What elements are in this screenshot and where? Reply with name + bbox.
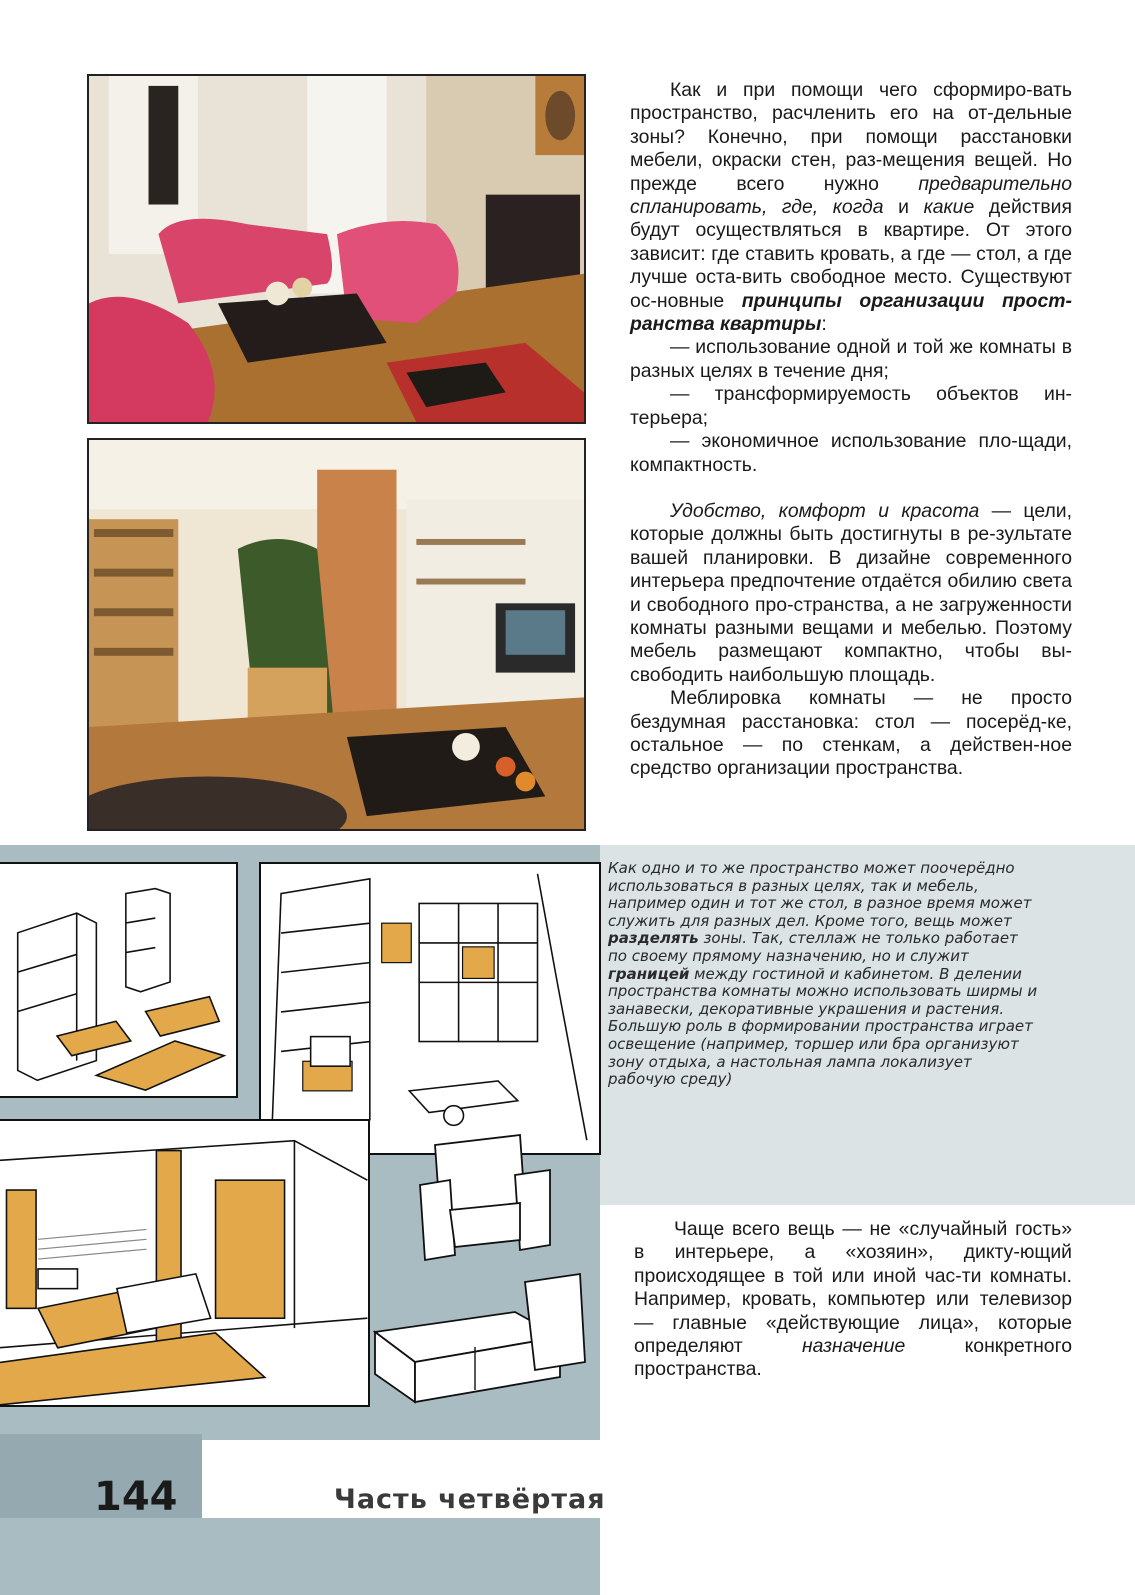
bottom-text-column bbox=[634, 1218, 1072, 1382]
paragraph-goals bbox=[630, 500, 1072, 687]
principles-heading: принципы организации прост-ранства квартиры bbox=[630, 289, 1072, 336]
caption-text-d: между гостиной и кабинетом. В делении пространства комнаты можно использовать ширмы и занавески, декоративные украшения и растения. Большую роль в формировании пространства играет освещение (например, торшер или бра организуют зону отдыха, а настольная лампа локализует рабочую среду) bbox=[608, 964, 1038, 1089]
caption-text-c: зоны. Так, стеллаж не только работает по своему прямому назначению, но и служит bbox=[608, 929, 1018, 965]
intro-emphasis: предварительно спланировать, где, когда bbox=[630, 172, 1072, 219]
sketch-study-zone bbox=[259, 862, 601, 1155]
object-role-text: Чаще всего вещь — не «случайный гость» в интерьере, а «хозяин», дикту-ющий происходящее в той или иной час-ти комнаты. Например, кровать, компьютер или телевизор — главные «действующие лица», которые определяют bbox=[634, 1218, 1072, 1358]
caption-keyword-border: границей bbox=[608, 964, 690, 983]
page-number: 144 bbox=[94, 1474, 178, 1520]
object-role-emphasis: назначение bbox=[802, 1335, 906, 1358]
goals-emphasis: Удобство, комфорт и красота bbox=[670, 499, 980, 522]
section-title: Часть четвёртая bbox=[334, 1484, 606, 1515]
paragraph-intro bbox=[630, 79, 1072, 336]
sketch-armchair bbox=[410, 1125, 560, 1265]
intro-emphasis-2: какие bbox=[923, 196, 975, 219]
sketch-sofa-bed bbox=[365, 1262, 595, 1412]
intro-text-b: и bbox=[883, 196, 924, 219]
object-role-text-end: конкретного пространства. bbox=[634, 1335, 1072, 1381]
list-item: — использование одной и той же комнаты в разных целях в течение дня; bbox=[630, 336, 1072, 382]
paragraph-object-role bbox=[634, 1218, 1072, 1382]
list-item: — экономичное использование пло-щади, компактность. bbox=[630, 430, 1072, 476]
paragraph-furnishing: Меблировка комнаты — не просто бездумная расстановка: стол — посерёд-ке, остальное — по стенкам, а действен-ное средство организации пространства. bbox=[630, 687, 1072, 780]
sketch-modular-furniture bbox=[0, 862, 238, 1098]
sketch-bedroom-zone bbox=[0, 1119, 370, 1407]
intro-text-a: Как и при помощи чего сформиро-вать пространство, расчленить его на от-дельные зоны? Конечно, при помощи расстановки мебели, окраски стен, раз-мещения вещей. Но прежде всего нужно bbox=[630, 79, 1072, 195]
intro-text-d: : bbox=[821, 313, 827, 336]
caption-text-a: Как одно и то же пространство может поочерёдно использоваться в разных целях, так и мебель, например один и тот же стол, в разное время может служить для разных дел. Кроме того, вещь может bbox=[608, 859, 1032, 930]
intro-text-c: действия будут осуществляться в квартире. От этого зависит: где ставить кровать, а где — стол, а где лучше оста-вить свободное место. Существуют ос-новные bbox=[630, 196, 1072, 312]
main-text-column bbox=[630, 79, 1072, 781]
photo-living-room bbox=[87, 74, 586, 424]
caption-keyword-divide: разделять bbox=[608, 929, 699, 948]
photo-open-plan-room bbox=[87, 438, 586, 831]
list-item: — трансформируемость объектов ин-терьера; bbox=[630, 383, 1072, 429]
goals-text: — цели, которые должны быть достигнуты в ре-зультате вашей планировки. В дизайне современного интерьера предпочтение отдаётся обилию света и свободного про-странства, а не загруженности комнаты разными вещами и мебелью. Поэтому мебель размещают компактно, чтобы вы-свободить наибольшую площадь. bbox=[630, 499, 1072, 686]
illustration-caption bbox=[608, 860, 1038, 1089]
